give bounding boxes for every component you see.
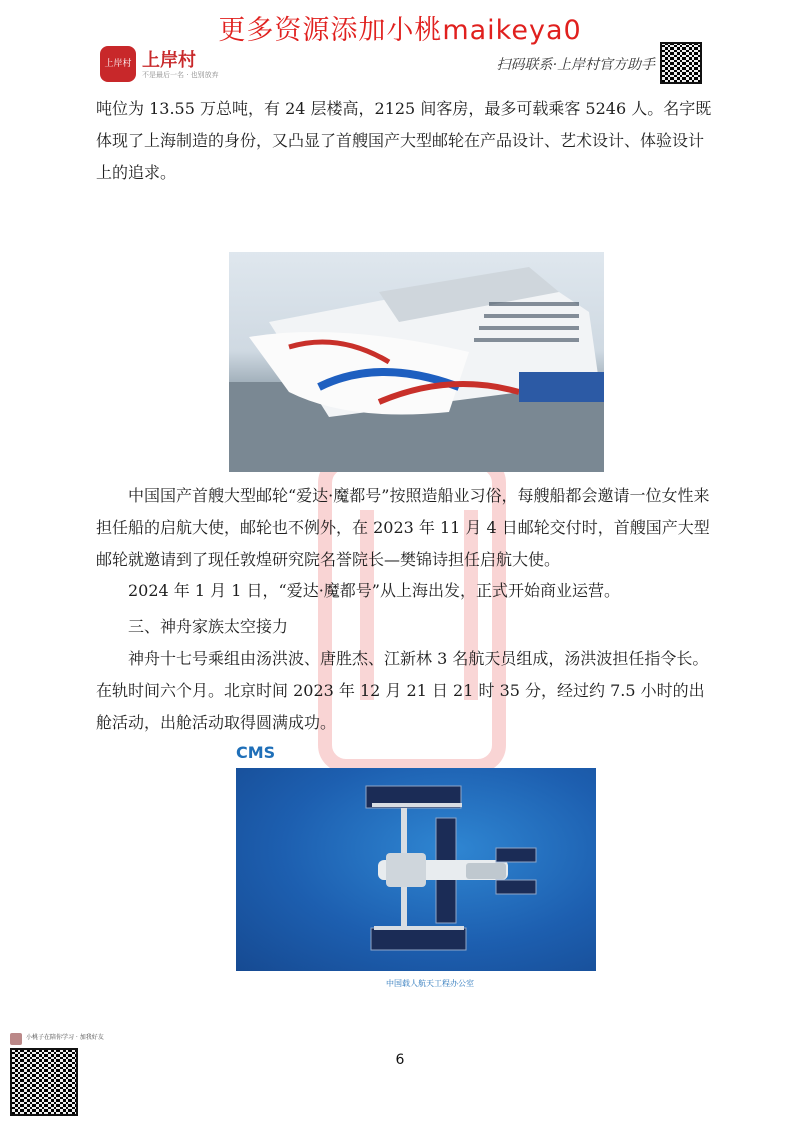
cruise-ship-photo	[229, 252, 604, 472]
brand-name: 上岸村	[142, 50, 196, 71]
footer-note: 小桃子在陪你学习 · 加我好友	[26, 1034, 104, 1041]
paragraph-tonnage: 吨位为 13.55 万总吨，有 24 层楼高，2125 间客房，最多可载乘客 5246 人。名字既体现了上海制造的身份，又凸显了首艘国产大型邮轮在产品设计、艺术设计、体验设计上的追求。	[96, 99, 712, 182]
cruise-ship-illustration	[229, 252, 604, 472]
brand-logo-icon: 上岸村	[100, 46, 136, 82]
brand-slogan: 不是最后一名 · 也别放弃	[142, 71, 219, 79]
space-station-illustration	[236, 768, 596, 971]
page-number: 6	[395, 1052, 405, 1068]
paragraph-operation: 2024 年 1 月 1 日，“爱达·魔都号”从上海出发，正式开始商业运营。	[128, 581, 620, 600]
qr-code-icon[interactable]	[660, 42, 702, 84]
contact-text: 扫码联系·上岸村官方助手	[496, 57, 655, 73]
promo-banner: 更多资源添加小桃maikeya0	[218, 15, 582, 46]
section-heading: 三、神舟家族太空接力	[128, 617, 289, 636]
paragraph-shenzhou: 神舟十七号乘组由汤洪波、唐胜杰、江新林 3 名航天员组成，汤洪波担任指令长。在轨时间六个月。北京时间 2023 年 12 月 21 日 21 时 35 分，经过约 7.5 小时的出舱活动，出舱活动取得圆满成功。	[96, 649, 709, 732]
space-station-photo	[236, 768, 596, 971]
paragraph-ambassador: 中国国产首艘大型邮轮“爱达·魔都号”按照造船业习俗，每艘船都会邀请一位女性来担任船的启航大使，邮轮也不例外，在 2023 年 11 月 4 日邮轮交付时，首艘国产大型邮轮就邀请到了现任敦煌研究院名誉院长—樊锦诗担任启航大使。	[96, 486, 710, 569]
station-caption: 中国载人航天工程办公室	[386, 979, 474, 988]
avatar	[10, 1033, 22, 1045]
cms-logo-icon: CMS	[236, 743, 276, 762]
qr-code-icon[interactable]	[10, 1048, 78, 1116]
